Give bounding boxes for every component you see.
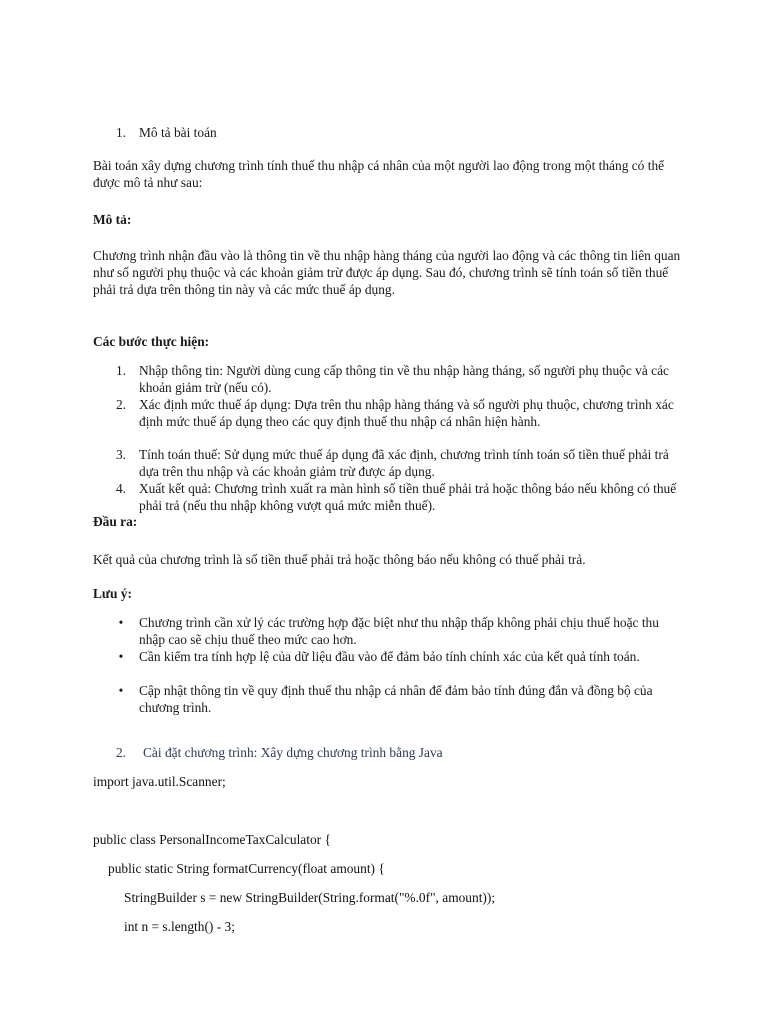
code-line-import: import java.util.Scanner;	[93, 774, 226, 789]
section-1-title: Mô tả bài toán	[139, 125, 217, 140]
code-line-class: public class PersonalIncomeTaxCalculator {	[93, 832, 331, 847]
output-heading: Đầu ra:	[93, 514, 138, 529]
list-item-number: 3.	[115, 447, 126, 462]
steps-heading: Các bước thực hiện:	[93, 334, 210, 349]
code-line-stringbuilder: StringBuilder s = new StringBuilder(String.format("%.0f", amount));	[124, 890, 496, 905]
code-line-method: public static String formatCurrency(float amount) {	[108, 861, 385, 876]
list-item-number: 1.	[115, 363, 126, 378]
list-item-text: Chương trình cần xử lý các trường hợp đặc biệt như thu nhập thấp không phải chịu thuế hoặc thu nhập cao sẽ chịu thuế theo mức cao hơn.	[139, 615, 659, 647]
bullet-icon: •	[118, 683, 124, 698]
list-item-text: Nhập thông tin: Người dùng cung cấp thông tin về thu nhập hàng tháng, số người phụ thuộc và các khoản giảm trừ (nếu có).	[139, 363, 669, 395]
notes-heading: Lưu ý:	[93, 586, 132, 601]
output-text: Kết quả của chương trình là số tiền thuế phải trả hoặc thông báo nếu không có thuế phải trả.	[93, 552, 586, 567]
list-item-text: Xuất kết quả: Chương trình xuất ra màn hình số tiền thuế phải trả hoặc thông báo nếu không có thuế phải trả (nếu thu nhập không vượt quá mức miễn thuế).	[139, 481, 677, 513]
list-item-text: Tính toán thuế: Sử dụng mức thuế áp dụng đã xác định, chương trình tính toán số tiền thuế phải trả dựa trên thu nhập và các khoản giảm trừ được áp dụng.	[139, 447, 669, 479]
list-item-text: Cập nhật thông tin về quy định thuế thu nhập cá nhân để đảm bảo tính đúng đắn và đồng bộ của chương trình.	[139, 683, 653, 715]
description-heading: Mô tả:	[93, 212, 132, 227]
section-2-title: Cài đặt chương trình: Xây dựng chương trình bằng Java	[143, 745, 443, 760]
section-2-number: 2.	[115, 745, 126, 760]
bullet-icon: •	[118, 615, 124, 630]
list-item-text: Xác định mức thuế áp dụng: Dựa trên thu nhập hàng tháng và số người phụ thuộc, chương trình xác định mức thuế áp dụng theo các quy định thuế thu nhập cá nhân hiện hành.	[139, 397, 674, 429]
list-item-number: 2.	[115, 397, 126, 412]
intro-paragraph: Bài toán xây dựng chương trình tính thuế thu nhập cá nhân của một người lao động trong một tháng có thể được mô tả như sau:	[93, 158, 665, 190]
bullet-icon: •	[118, 649, 124, 664]
code-line-length: int n = s.length() - 3;	[124, 919, 235, 934]
description-text: Chương trình nhận đầu vào là thông tin về thu nhập hàng tháng của người lao động và các thông tin liên quan như số người phụ thuộc và các khoản giảm trừ được áp dụng. Sau đó, chương trình sẽ tính toán số tiền thuế phải trả dựa trên thông tin này và các mức thuế áp dụng.	[93, 248, 681, 297]
section-1-number: 1.	[115, 125, 126, 140]
list-item-number: 4.	[115, 481, 126, 496]
list-item-text: Cần kiểm tra tính hợp lệ của dữ liệu đầu vào để đảm bảo tính chính xác của kết quả tính toán.	[139, 649, 640, 664]
